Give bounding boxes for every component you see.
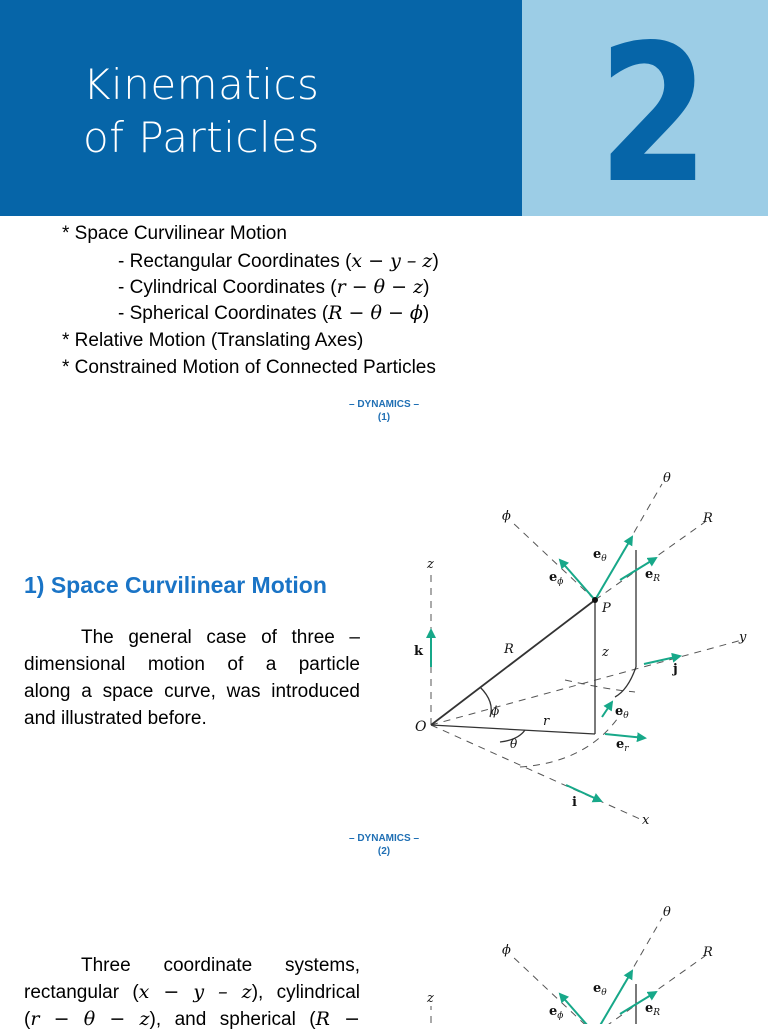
outline-item-text: * Relative Motion (Translating Axes) <box>62 330 364 351</box>
paragraph-line: (r − θ − z), and spherical (R − <box>24 1008 361 1030</box>
i-label: i <box>572 795 577 810</box>
e-phi-label: $e_\phi$ <box>549 1004 564 1021</box>
outline-item-math: r − θ − z <box>336 276 424 298</box>
R-vector-line <box>431 600 595 725</box>
outline-item-text: * Constrained Motion of Connected Particles <box>62 357 436 378</box>
e-r-label: $e_r$ <box>616 737 629 754</box>
O-label: O <box>415 719 427 735</box>
outline-item-6 <box>62 355 436 381</box>
e-R-label: $e_R$ <box>645 567 661 584</box>
outline-item-1 <box>62 221 287 247</box>
paragraph-line: along a space curve, was introduced <box>24 681 360 702</box>
R-axis-label: R <box>703 945 713 960</box>
e-theta-low-vector <box>602 702 612 717</box>
outline-item-4 <box>118 300 429 327</box>
paragraph-line: and illustrated before. <box>24 708 207 729</box>
y-axis-label: y <box>739 630 747 645</box>
outline-item-5 <box>62 328 363 354</box>
z-label: z <box>602 645 609 660</box>
chapter-title-line-2: of Particles <box>83 113 320 162</box>
outline-item-suffix: ) <box>432 251 439 272</box>
theta-arc-dashed <box>520 712 622 767</box>
outline-item-text: * Space Curvilinear Motion <box>62 223 287 244</box>
z-axis-label: z <box>427 557 434 572</box>
P-label: P <box>602 601 611 616</box>
footer-label: – DYNAMICS – <box>348 833 419 844</box>
footer-label: – DYNAMICS – <box>348 399 419 410</box>
section-heading: 1) Space Curvilinear Motion <box>24 572 327 598</box>
z-axis-label: z <box>427 991 434 1006</box>
r-label: r <box>543 714 550 729</box>
e-theta-low-label: $e_\theta$ <box>615 704 629 721</box>
outline-item-text: - Cylindrical Coordinates ( <box>118 277 337 298</box>
footer-page-number: (2) <box>377 846 391 857</box>
e-R-label: $e_R$ <box>645 1001 661 1018</box>
phi-angle-label: ϕ <box>491 704 500 718</box>
section-paragraph <box>24 624 360 732</box>
y-axis-line <box>431 640 742 725</box>
e-r-vector <box>605 734 645 738</box>
phi-axis-label: ϕ <box>502 943 511 958</box>
spherical-coordinates-diagram <box>400 462 768 832</box>
outline-item-math: x − y – z <box>351 250 433 272</box>
x-axis-label: x <box>642 813 650 828</box>
theta-angle-label: θ <box>510 737 518 751</box>
paragraph-line: rectangular (x − y – z), cylindrical <box>24 981 360 1003</box>
e-theta-top-label: $e_\theta$ <box>593 981 607 998</box>
outline-item-suffix: ) <box>422 303 430 324</box>
outline-item-suffix: ) <box>423 277 430 298</box>
spherical-coordinates-diagram-repeat <box>400 896 768 1024</box>
theta-axis-label: θ <box>663 471 671 486</box>
e-theta-top-label: $e_\theta$ <box>593 547 607 564</box>
chapter-title-line-1: Kinematics <box>83 60 320 109</box>
point-P-dot <box>592 597 598 603</box>
outline-item-text: - Rectangular Coordinates ( <box>118 251 352 272</box>
e-phi-vector <box>560 560 595 600</box>
outline-item-3 <box>118 274 429 301</box>
footer-page-number: (1) <box>377 412 391 423</box>
theta-axis-label: θ <box>663 905 671 920</box>
j-label: j <box>673 662 678 677</box>
phi-axis-line <box>512 522 595 600</box>
k-label: k <box>414 644 424 659</box>
x-axis-line <box>431 725 640 819</box>
outline-item-2 <box>118 248 439 275</box>
paragraph-line: Three coordinate systems, <box>81 955 360 976</box>
R-label: R <box>504 642 514 657</box>
r-projection-line <box>431 725 595 734</box>
outline-item-math: R − θ − ϕ <box>328 302 423 324</box>
phi-axis-label: ϕ <box>502 509 511 524</box>
page-footer-1 <box>0 398 768 424</box>
slide3-paragraph <box>24 952 360 1033</box>
phi-angle-arc <box>480 687 491 717</box>
page-footer-2 <box>0 832 768 858</box>
e-phi-label: $e_\phi$ <box>549 570 564 587</box>
paragraph-line: The general case of three – <box>81 627 360 648</box>
outline-item-text: - Spherical Coordinates ( <box>118 303 329 324</box>
chapter-number: 2 <box>598 4 710 225</box>
paragraph-line: dimensional motion of a particle <box>24 654 360 675</box>
R-axis-label: R <box>703 511 713 526</box>
e-phi-vector <box>560 994 595 1024</box>
